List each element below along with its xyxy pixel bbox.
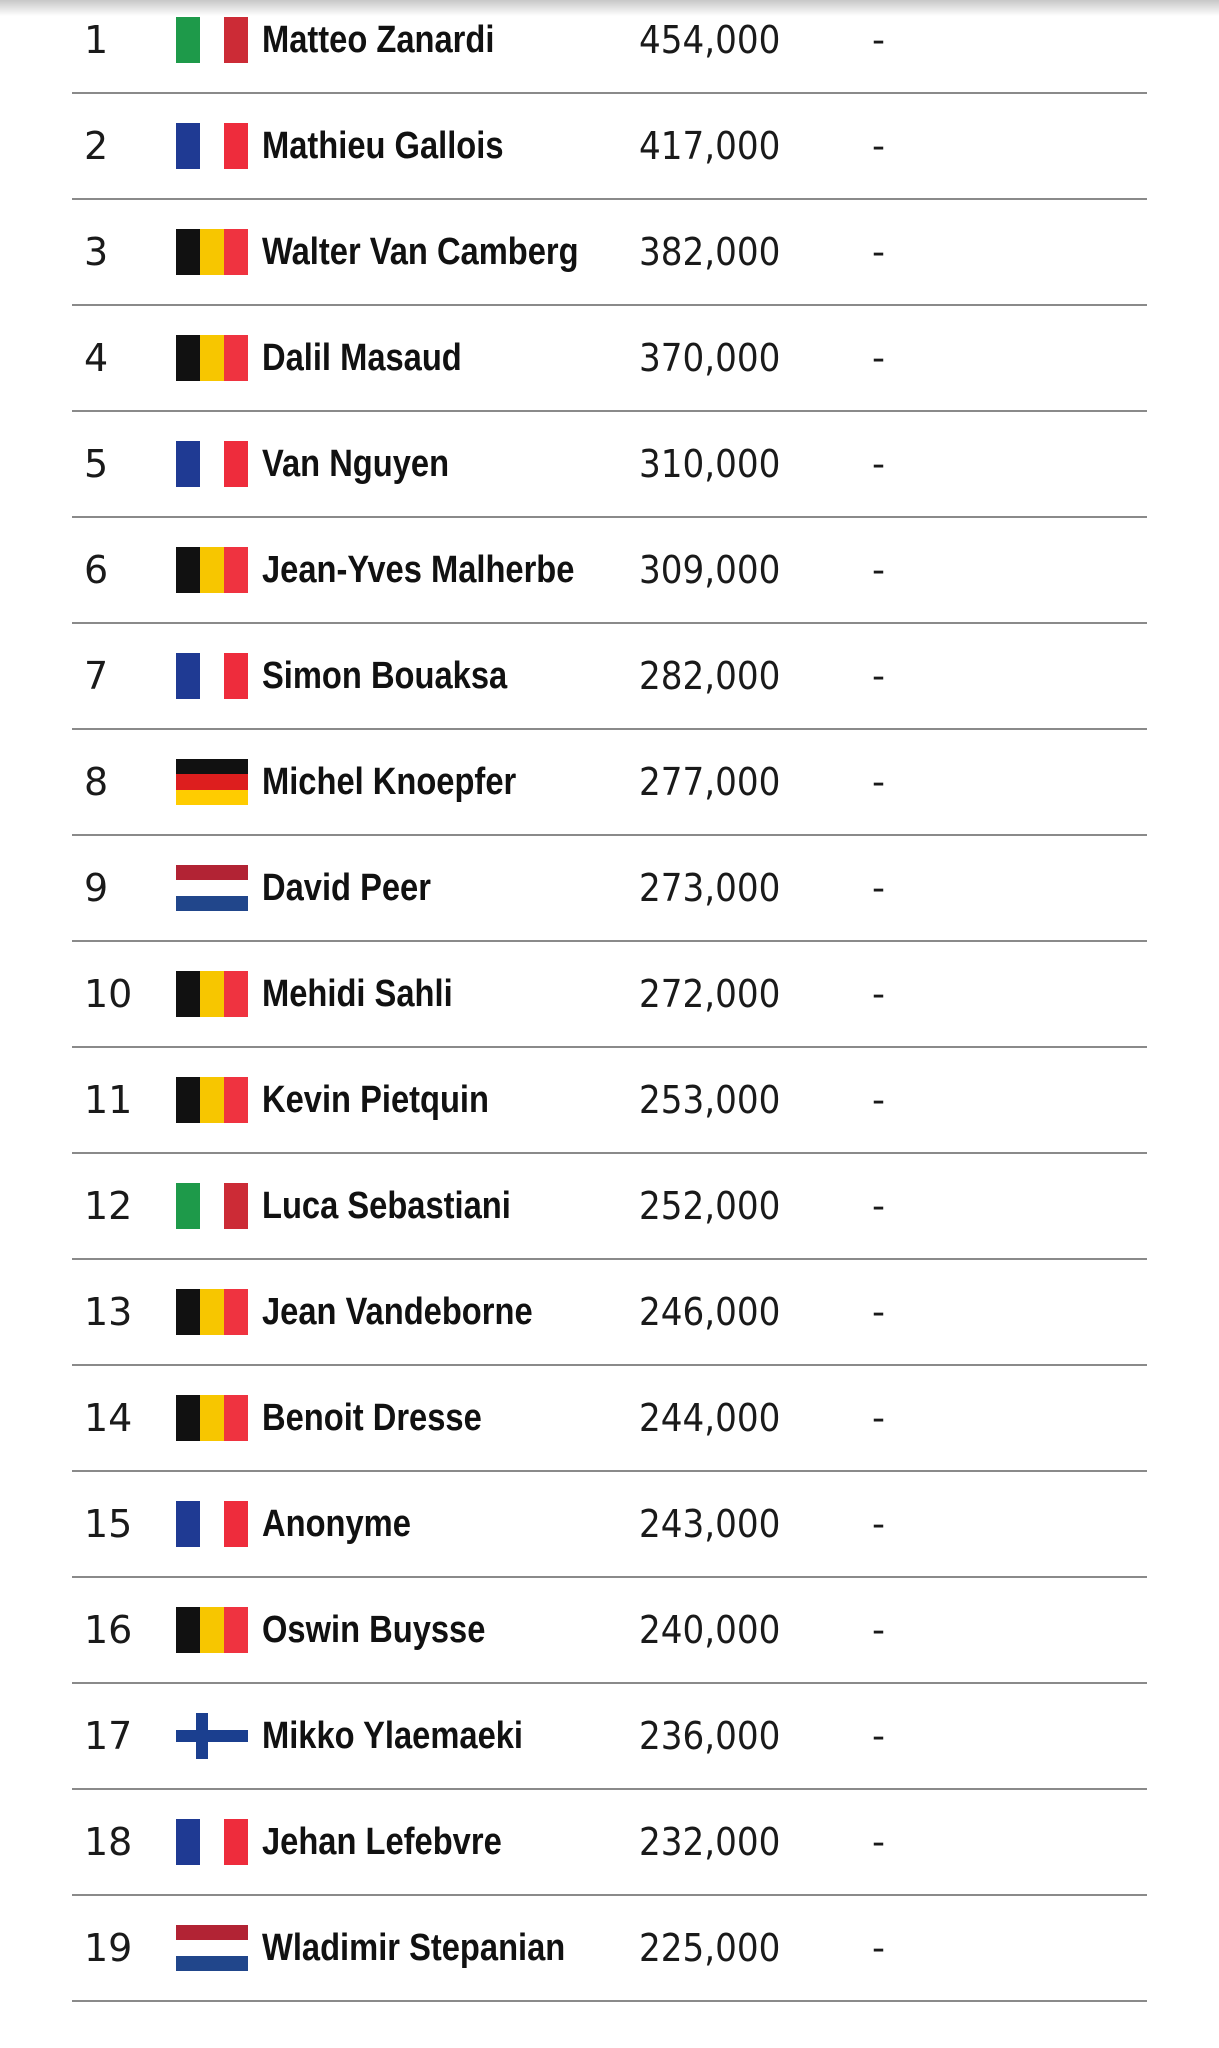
belgium-flag-icon [176, 1077, 248, 1123]
extra-value: - [872, 443, 885, 485]
top-bar-shadow [0, 0, 1219, 16]
player-name[interactable]: Michel Knoepfer [262, 761, 517, 803]
flag-container [176, 1366, 248, 1470]
netherlands-flag-icon [176, 1925, 248, 1971]
italy-flag-icon [176, 1183, 248, 1229]
belgium-flag-icon [176, 1289, 248, 1335]
player-name[interactable]: David Peer [262, 867, 431, 909]
italy-flag-icon [176, 17, 248, 63]
player-name[interactable]: Jean-Yves Malherbe [262, 549, 575, 591]
rank-number: 2 [84, 124, 109, 168]
ranking-row[interactable] [72, 624, 1147, 730]
flag-container [176, 518, 248, 622]
france-flag-icon [176, 653, 248, 699]
extra-value: - [872, 337, 885, 379]
player-points: 370,000 [639, 336, 781, 380]
player-name[interactable]: Luca Sebastiani [262, 1185, 511, 1227]
flag-container [176, 200, 248, 304]
belgium-flag-icon [176, 335, 248, 381]
extra-value: - [872, 1609, 885, 1651]
flag-container [176, 730, 248, 834]
ranking-row[interactable] [72, 94, 1147, 200]
ranking-row[interactable] [72, 1578, 1147, 1684]
extra-value: - [872, 1291, 885, 1333]
flag-container [176, 94, 248, 198]
france-flag-icon [176, 1501, 248, 1547]
belgium-flag-icon [176, 1607, 248, 1653]
player-points: 309,000 [639, 548, 781, 592]
player-name[interactable]: Simon Bouaksa [262, 655, 508, 697]
player-points: 273,000 [639, 866, 781, 910]
player-points: 417,000 [639, 124, 781, 168]
flag-container [176, 1048, 248, 1152]
player-points: 246,000 [639, 1290, 781, 1334]
player-points: 232,000 [639, 1820, 781, 1864]
rank-number: 14 [84, 1396, 133, 1440]
rank-number: 8 [84, 760, 109, 804]
player-name[interactable]: Oswin Buysse [262, 1609, 486, 1651]
player-points: 382,000 [639, 230, 781, 274]
extra-value: - [872, 1503, 885, 1545]
ranking-row[interactable] [72, 1684, 1147, 1790]
extra-value: - [872, 761, 885, 803]
belgium-flag-icon [176, 547, 248, 593]
rank-number: 3 [84, 230, 109, 274]
player-name[interactable]: Van Nguyen [262, 443, 450, 485]
rank-number: 12 [84, 1184, 133, 1228]
rank-number: 4 [84, 336, 109, 380]
flag-container [176, 1472, 248, 1576]
ranking-row[interactable] [72, 1896, 1147, 2002]
extra-value: - [872, 549, 885, 591]
germany-flag-icon [176, 759, 248, 805]
player-name[interactable]: Mikko Ylaemaeki [262, 1715, 523, 1757]
ranking-row[interactable] [72, 836, 1147, 942]
flag-container [176, 942, 248, 1046]
player-points: 282,000 [639, 654, 781, 698]
player-name[interactable]: Mathieu Gallois [262, 125, 504, 167]
extra-value: - [872, 655, 885, 697]
player-name[interactable]: Jehan Lefebvre [262, 1821, 502, 1863]
extra-value: - [872, 231, 885, 273]
player-points: 244,000 [639, 1396, 781, 1440]
ranking-row[interactable] [72, 1790, 1147, 1896]
belgium-flag-icon [176, 971, 248, 1017]
ranking-row[interactable] [72, 412, 1147, 518]
rank-number: 5 [84, 442, 109, 486]
rank-number: 6 [84, 548, 109, 592]
extra-value: - [872, 1821, 885, 1863]
extra-value: - [872, 1079, 885, 1121]
player-name[interactable]: Anonyme [262, 1503, 411, 1545]
flag-container [176, 306, 248, 410]
player-name[interactable]: Wladimir Stepanian [262, 1927, 566, 1969]
ranking-row[interactable] [72, 1154, 1147, 1260]
rank-number: 10 [84, 972, 133, 1016]
extra-value: - [872, 867, 885, 909]
flag-container [176, 1896, 248, 2000]
player-points: 240,000 [639, 1608, 781, 1652]
player-points: 272,000 [639, 972, 781, 1016]
player-name[interactable]: Matteo Zanardi [262, 19, 495, 61]
rank-number: 7 [84, 654, 109, 698]
player-points: 253,000 [639, 1078, 781, 1122]
player-name[interactable]: Jean Vandeborne [262, 1291, 533, 1333]
finland-flag-icon [176, 1713, 248, 1759]
ranking-row[interactable] [72, 1366, 1147, 1472]
flag-container [176, 624, 248, 728]
ranking-row[interactable] [72, 306, 1147, 412]
player-name[interactable]: Walter Van Camberg [262, 231, 579, 273]
flag-container [176, 1790, 248, 1894]
rank-number: 19 [84, 1926, 133, 1970]
rank-number: 1 [84, 18, 109, 62]
player-points: 243,000 [639, 1502, 781, 1546]
rank-number: 16 [84, 1608, 133, 1652]
france-flag-icon [176, 1819, 248, 1865]
extra-value: - [872, 125, 885, 167]
player-name[interactable]: Mehidi Sahli [262, 973, 453, 1015]
player-points: 252,000 [639, 1184, 781, 1228]
rank-number: 17 [84, 1714, 133, 1758]
extra-value: - [872, 1715, 885, 1757]
player-points: 277,000 [639, 760, 781, 804]
extra-value: - [872, 19, 885, 61]
player-points: 310,000 [639, 442, 781, 486]
flag-container [176, 412, 248, 516]
ranking-list [72, 0, 1147, 2002]
flag-container [176, 1684, 248, 1788]
extra-value: - [872, 1927, 885, 1969]
extra-value: - [872, 973, 885, 1015]
ranking-row[interactable] [72, 730, 1147, 836]
netherlands-flag-icon [176, 865, 248, 911]
belgium-flag-icon [176, 229, 248, 275]
flag-container [176, 1260, 248, 1364]
ranking-row[interactable] [72, 1472, 1147, 1578]
player-points: 454,000 [639, 18, 781, 62]
rank-number: 9 [84, 866, 109, 910]
ranking-row[interactable] [72, 1260, 1147, 1366]
extra-value: - [872, 1397, 885, 1439]
rank-number: 13 [84, 1290, 133, 1334]
france-flag-icon [176, 441, 248, 487]
rank-number: 11 [84, 1078, 133, 1122]
ranking-row[interactable] [72, 518, 1147, 624]
rank-number: 15 [84, 1502, 133, 1546]
rank-number: 18 [84, 1820, 133, 1864]
player-name[interactable]: Dalil Masaud [262, 337, 462, 379]
ranking-row[interactable] [72, 1048, 1147, 1154]
player-name[interactable]: Benoit Dresse [262, 1397, 482, 1439]
extra-value: - [872, 1185, 885, 1227]
france-flag-icon [176, 123, 248, 169]
flag-container [176, 1154, 248, 1258]
player-name[interactable]: Kevin Pietquin [262, 1079, 489, 1121]
belgium-flag-icon [176, 1395, 248, 1441]
player-points: 225,000 [639, 1926, 781, 1970]
ranking-row[interactable] [72, 942, 1147, 1048]
flag-container [176, 1578, 248, 1682]
ranking-row[interactable] [72, 200, 1147, 306]
flag-container [176, 836, 248, 940]
player-points: 236,000 [639, 1714, 781, 1758]
